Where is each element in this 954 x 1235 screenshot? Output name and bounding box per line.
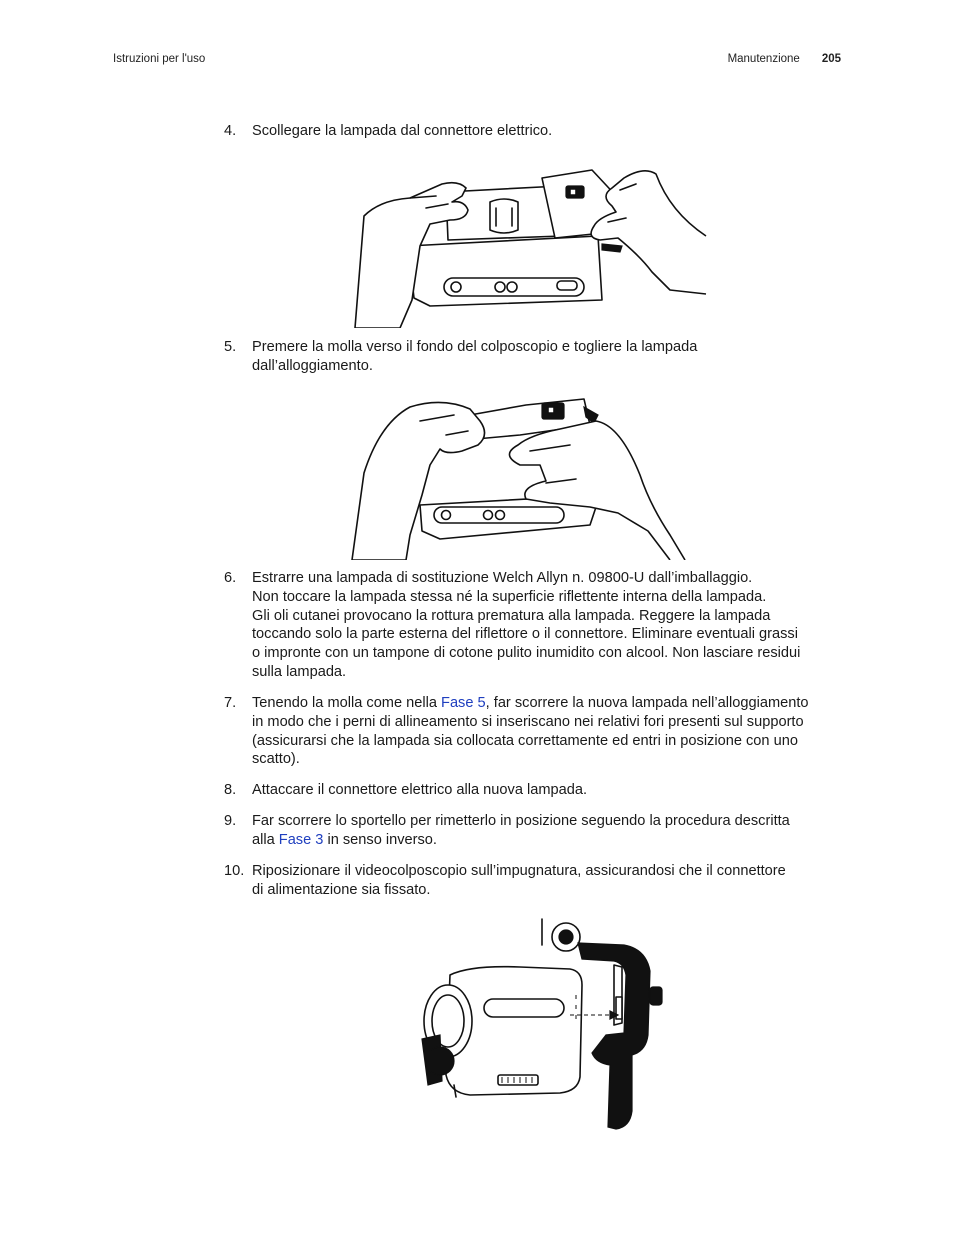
header-section: Manutenzione	[727, 53, 800, 65]
link-fase-5[interactable]: Fase 5	[441, 695, 486, 711]
step-number: 8.	[224, 782, 237, 798]
step-number: 7.	[224, 695, 237, 711]
step-5	[224, 338, 844, 376]
step-number: 4.	[224, 123, 237, 139]
step-7	[224, 694, 844, 769]
step-4	[224, 122, 844, 141]
page-number: 205	[821, 53, 841, 65]
step-text: Estrarre una lampada di sostituzione Welch Allyn n. 09800-U dall’imballaggio. Non toccare la lampada stessa né la superficie riflettente interna della lampada. Gli oli cutanei provocano la rottura prematura alla lampada. Reggere la lampada toccando solo la parte esterna del riflettore o il connettore. Eliminare eventuali grassi o impronte con un tampone di cotone pulito inumidito con alcool. Non lasciare residui sulla lampada.	[252, 570, 801, 680]
step-number: 10.	[224, 863, 245, 879]
step-number: 6.	[224, 570, 237, 586]
header-doc-title: Istruzioni per l'uso	[113, 53, 206, 65]
step-9	[224, 812, 844, 850]
link-fase-3[interactable]: Fase 3	[278, 831, 324, 848]
header-right	[728, 53, 841, 65]
figure-disconnect-lamp	[350, 160, 715, 328]
step-text: Far scorrere lo sportello per rimetterlo in posizione seguendo la procedura descritta alla Fase 3 in senso inverso.	[252, 813, 790, 848]
step-8	[224, 781, 844, 800]
step-text: Attaccare il connettore elettrico alla nuova lampada.	[252, 782, 588, 798]
step-number: 9.	[224, 813, 237, 829]
step-text: Scollegare la lampada dal connettore elettrico.	[252, 123, 553, 139]
step-text: Tenendo la molla come nella Fase 5, far scorrere la nuova lampada nell’alloggiamento in modo che i perni di allineamento si inseriscano nei relativi fori presenti sul supporto (assicurarsi che la lampada sia collocata correttamente ed entri in posizione con uno scatto).	[252, 695, 809, 768]
step-6	[224, 569, 844, 682]
step-text: Premere la molla verso il fondo del colposcopio e togliere la lampada dall’alloggiamento.	[252, 339, 698, 374]
step-text: Riposizionare il videocolposcopio sull’impugnatura, assicurandosi che il connettore di alimentazione sia fissato.	[252, 863, 786, 898]
step-10	[224, 862, 844, 900]
figure-press-spring	[350, 395, 725, 560]
figure-colposcope-on-handle	[410, 915, 675, 1135]
step-number: 5.	[224, 339, 237, 355]
